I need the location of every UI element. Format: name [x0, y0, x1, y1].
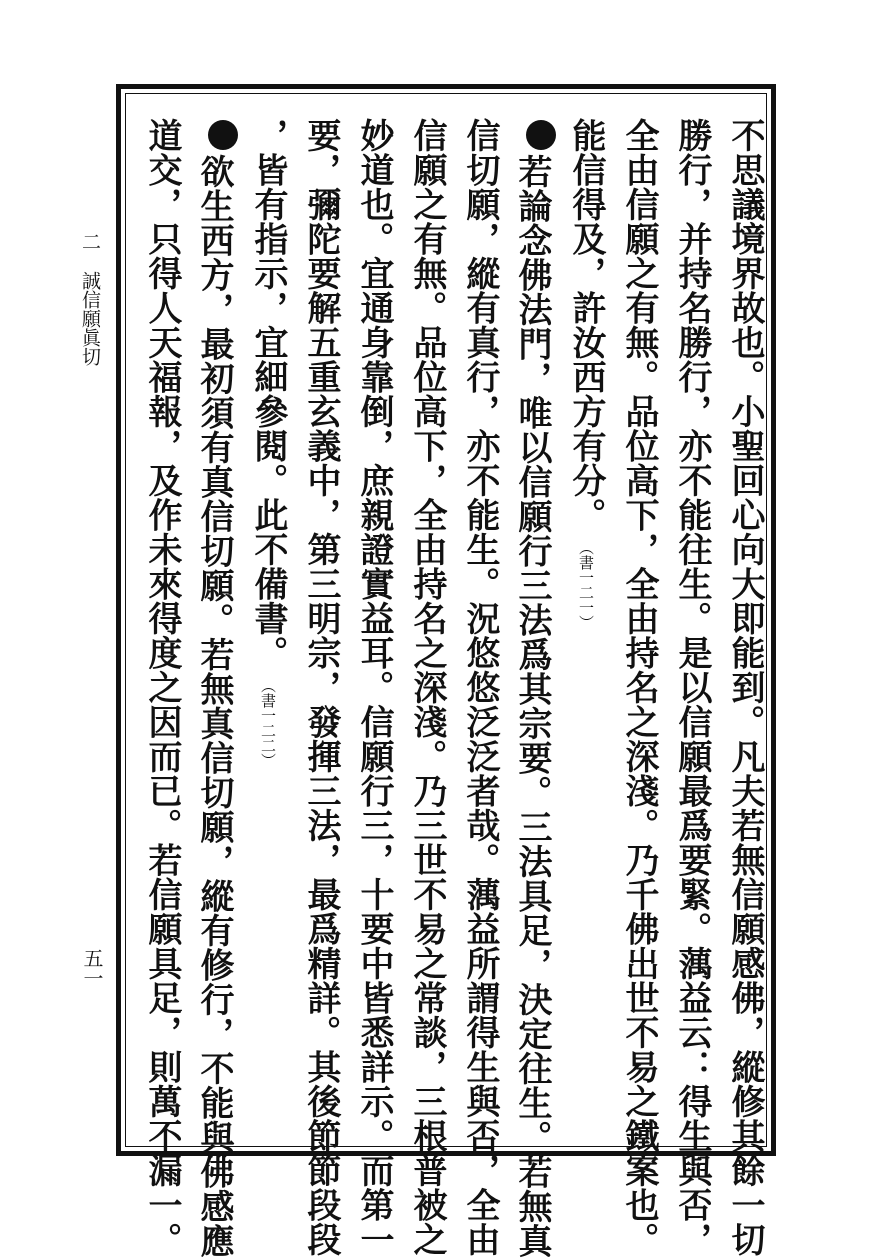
- column-text: 能信得及，許汝西方有分。: [566, 118, 606, 532]
- column-text: 若論念佛法門，唯以信願行三法爲其宗要。三法具足，決定往生。若無真: [512, 154, 552, 1258]
- bullet-icon: [526, 120, 556, 150]
- bullet-icon: [208, 120, 238, 150]
- column-text: 信願之有無。品位高下，全由持名之深淺。乃三世不易之常談，三根普被之: [407, 118, 447, 1257]
- text-column-6: [457, 118, 503, 1257]
- text-column-1: [722, 118, 768, 1257]
- column-text: 勝行，并持名勝行，亦不能往生。是以信願最爲要緊。蕅益云：得生與否，: [672, 118, 712, 1257]
- column-text: 要，彌陀要解五重玄義中，第三明宗，發揮三法，最爲精詳。其後節節段段: [301, 118, 341, 1257]
- column-text: ，皆有指示，宜細參閱。此不備書。: [248, 118, 288, 670]
- column-text: 信切願，縱有真行，亦不能生。況悠悠泛泛者哉。蕅益所謂得生與否，全由: [460, 118, 500, 1257]
- text-column-2: [669, 118, 715, 1257]
- text-column-11: [192, 118, 238, 1258]
- source-note: （書一二二）: [259, 678, 277, 768]
- column-text: 欲生西方，最初須有真信切願。若無真信切願，縱有修行，不能與佛感應: [194, 154, 234, 1258]
- column-text: 不思議境界故也。小聖回心向大即能到。凡夫若無信願感佛，縱修其餘一切: [725, 118, 765, 1257]
- text-column-10: [245, 118, 291, 768]
- column-text: 全由信願之有無。品位高下，全由持名之深淺。乃千佛出世不易之鐵案也。: [619, 118, 659, 1257]
- chapter-title: 誠信願眞切: [79, 271, 101, 366]
- text-column-9: [298, 118, 344, 1257]
- text-column-5: [510, 118, 556, 1258]
- running-header: [78, 232, 102, 366]
- text-column-4: [563, 118, 609, 630]
- column-text: 道交，只得人天福報，及作未來得度之因而已。若信願具足，則萬不漏一。: [142, 118, 182, 1257]
- source-note: （書一二一）: [577, 540, 595, 630]
- chapter-number: 二: [79, 232, 101, 251]
- text-column-8: [351, 118, 397, 1257]
- text-column-12: [139, 118, 185, 1257]
- column-text: 妙道也。宜通身靠倒，庶親證實益耳。信願行三，十要中皆悉詳示。而第一: [354, 118, 394, 1257]
- text-column-7: [404, 118, 450, 1257]
- page-number: 五一: [80, 948, 104, 988]
- text-column-3: [616, 118, 662, 1257]
